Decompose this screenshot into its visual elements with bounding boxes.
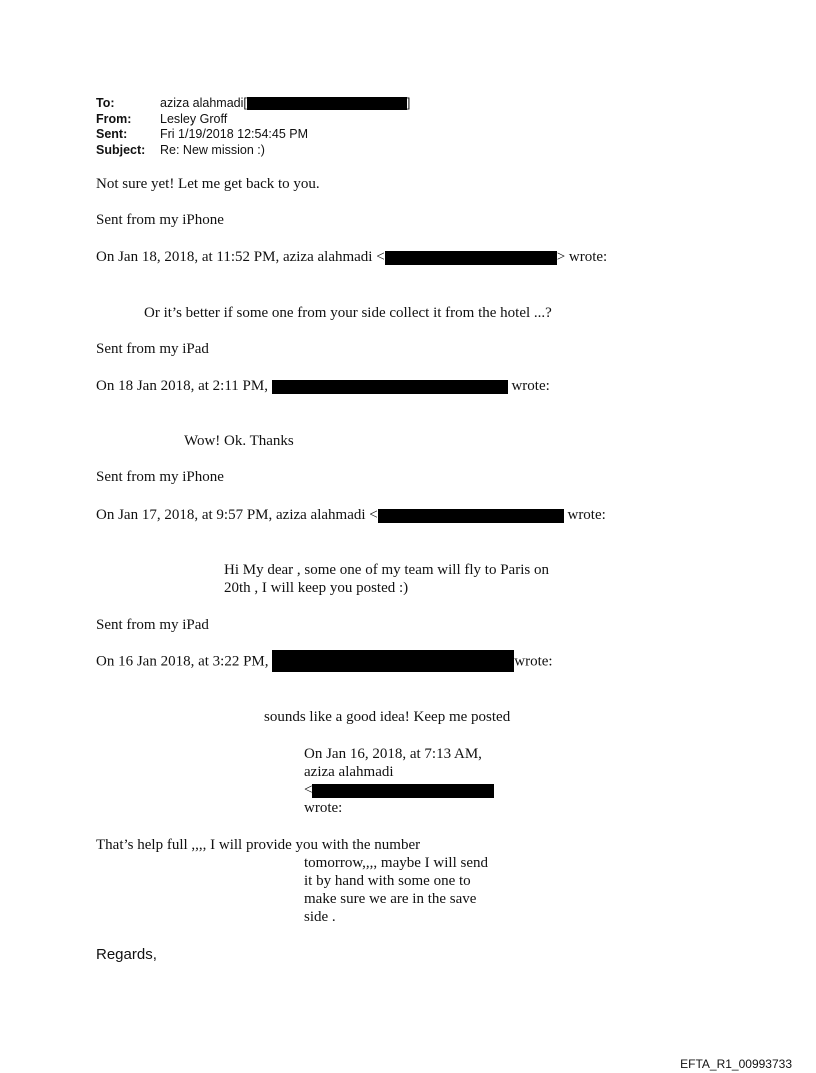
quote-header-wrote: wrote: (514, 653, 553, 670)
subject-row (96, 143, 410, 159)
from-row (96, 112, 410, 128)
quote-header (96, 248, 607, 266)
quote-header-wrote: wrote: (511, 378, 550, 394)
quote-header-wrote: wrote: (567, 507, 606, 523)
document-id: EFTA_R1_00993733 (680, 1057, 792, 1071)
quote-bracket: < (304, 782, 313, 798)
to-close-bracket: ] (406, 96, 411, 110)
quoted-message: Or it’s better if some one from your side collect it from the hotel ...? (144, 305, 552, 321)
to-row (96, 96, 410, 112)
quote-header-text: On Jan 16, 2018, at 7:13 AM, (304, 746, 482, 762)
redaction-block (312, 784, 494, 798)
email-header (96, 96, 410, 158)
quote-header (96, 377, 550, 395)
quote-header (304, 745, 494, 817)
redaction-block (272, 380, 508, 394)
to-name: aziza alahmadi[ (160, 96, 247, 110)
quote-header (96, 652, 553, 672)
message-line: Hi My dear , some one of my team will fly to Paris on (224, 562, 549, 578)
quote-header (96, 506, 606, 524)
redaction-block (385, 251, 557, 265)
redaction-block (247, 97, 407, 110)
message-line: it by hand with some one to (304, 873, 471, 889)
quoted-message-first-line: That’s help full ,,,, I will provide you with the number (96, 837, 421, 853)
quoted-message (224, 561, 549, 597)
from-value: Lesley Groff (160, 111, 228, 126)
redaction-block (272, 650, 514, 672)
sent-label: Sent: (96, 127, 128, 141)
signature: Sent from my iPad (96, 341, 209, 357)
signature: Sent from my iPhone (96, 469, 224, 485)
sent-value: Fri 1/19/2018 12:54:45 PM (160, 127, 309, 141)
message-line: 20th , I will keep you posted :) (224, 580, 409, 596)
quote-header-text: On Jan 18, 2018, at 11:52 PM, aziza alahmadi < (96, 249, 385, 265)
quote-header-sender: aziza alahmadi (304, 764, 394, 780)
quote-header-wrote: > wrote: (556, 249, 608, 265)
message-line: side . (304, 909, 336, 925)
redaction-block (378, 509, 564, 523)
signature: Sent from my iPad (96, 617, 209, 633)
quoted-message (304, 854, 488, 926)
quote-header-wrote: wrote: (304, 800, 343, 816)
quoted-message: Wow! Ok. Thanks (184, 433, 294, 449)
sent-row (96, 127, 410, 143)
reply-text: Not sure yet! Let me get back to you. (96, 176, 320, 192)
subject-label: Subject: (96, 142, 146, 157)
quote-header-email (304, 781, 494, 799)
quote-header-text: On 16 Jan 2018, at 3:22 PM, (96, 653, 269, 670)
quote-header-text: On Jan 17, 2018, at 9:57 PM, aziza alahmadi < (96, 507, 378, 523)
closing: Regards, (96, 946, 157, 963)
from-label: From: (96, 111, 132, 126)
signature: Sent from my iPhone (96, 212, 224, 228)
to-value (160, 96, 410, 112)
quoted-message: sounds like a good idea! Keep me posted (264, 709, 511, 725)
subject-value: Re: New mission :) (160, 142, 265, 157)
to-label: To: (96, 96, 115, 110)
message-line: tomorrow,,,, maybe I will send (304, 855, 488, 871)
quote-header-text: On 18 Jan 2018, at 2:11 PM, (96, 378, 268, 394)
message-line: make sure we are in the save (304, 891, 477, 907)
